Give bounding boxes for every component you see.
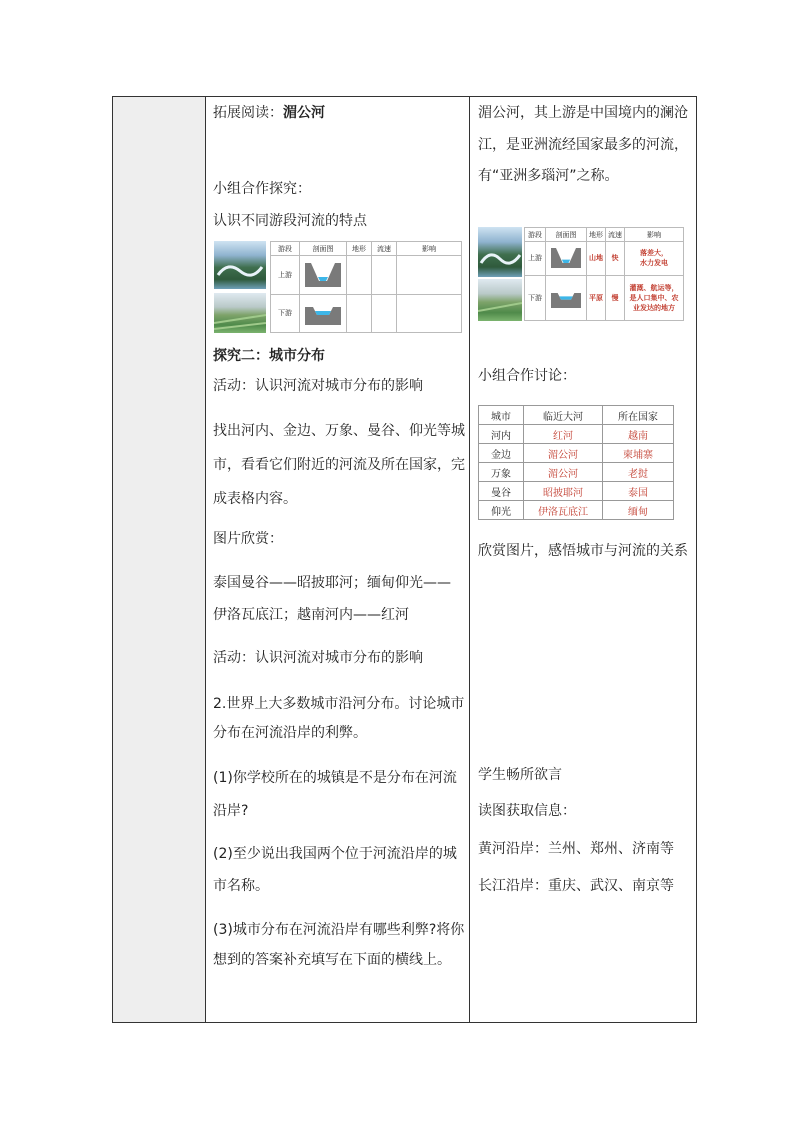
left-gray-column: [113, 97, 206, 1022]
upper-profile-diagram: [300, 256, 347, 295]
upper-river-photo: [214, 241, 266, 289]
lesson-table: [112, 96, 697, 1023]
answer-lower-stage: 下游: [525, 275, 546, 320]
extended-reading-prefix: 拓展阅读：: [213, 105, 283, 121]
country-cell: 缅甸: [603, 501, 674, 520]
city-cell: 万象: [479, 463, 524, 482]
question-a-line1: (1)你学校所在的城镇是不是分布在河流: [213, 770, 457, 786]
find-cities-line3: 成表格内容。: [213, 491, 297, 507]
teacher-activity-column: [206, 97, 470, 1022]
lower-river-photo-answer: [478, 279, 522, 321]
extended-reading-title: 湄公河: [283, 105, 325, 121]
answer-header-profile: 剖面图: [546, 228, 587, 242]
city-cell: 金边: [479, 444, 524, 463]
answer-upper-terrain: 山地: [587, 242, 606, 276]
answer-header-impact: 影响: [625, 228, 684, 242]
header-terrain: 地形: [347, 242, 372, 256]
question-b-line2: 市名称。: [213, 878, 269, 894]
answer-upper-speed: 快: [606, 242, 625, 276]
river-cell: 伊洛瓦底江: [524, 501, 603, 520]
question-a-line2: 沿岸?: [213, 803, 249, 819]
group-discussion-label: 小组合作讨论：: [478, 368, 576, 384]
country-cell: 柬埔寨: [603, 444, 674, 463]
group-inquiry-label: 小组合作探究：: [213, 181, 311, 197]
answer-header-terrain: 地形: [587, 228, 606, 242]
header-profile: 剖面图: [300, 242, 347, 256]
appreciate-relation: 欣赏图片，感悟城市与河流的关系: [478, 543, 688, 559]
upper-impact-blank: [397, 256, 462, 295]
student-activity-column: [470, 97, 696, 1022]
row-lower-stage: 下游: [271, 294, 300, 333]
lower-terrain-blank: [347, 294, 372, 333]
question-b-line1: (2)至少说出我国两个位于河流沿岸的城: [213, 846, 457, 862]
appreciate-label: 图片欣赏：: [213, 531, 283, 547]
answer-header-speed: 流速: [606, 228, 625, 242]
upper-river-photo-answer: [478, 227, 522, 277]
cities-rivers-line1: 泰国曼谷——昭披耶河；缅甸仰光——: [213, 575, 451, 591]
find-cities-line2: 市，看看它们附近的河流及所在国家，完: [213, 457, 465, 473]
mekong-desc-line1: 湄公河，其上游是中国境内的澜沧: [478, 105, 688, 121]
mekong-desc-line3: 有“亚洲多瑙河”之称。: [478, 168, 619, 184]
answer-header-stage: 游段: [525, 228, 546, 242]
city-cell: 河内: [479, 425, 524, 444]
header-stage: 游段: [271, 242, 300, 256]
answer-lower-impact: [625, 275, 684, 320]
lower-impact-blank: [397, 294, 462, 333]
header-speed: 流速: [372, 242, 397, 256]
city-cell: 曼谷: [479, 482, 524, 501]
answer-lower-impact-line2: 是人口集中、农: [629, 293, 679, 302]
river-cell: 湄公河: [524, 463, 603, 482]
answer-lower-speed: 慢: [606, 275, 625, 320]
answer-upper-impact: [625, 242, 684, 276]
country-cell: 泰国: [603, 482, 674, 501]
mekong-desc-line2: 江，是亚洲流经国家最多的河流，: [478, 137, 688, 153]
students-speak: 学生畅所欲言: [478, 767, 562, 783]
answer-lower-impact-line1: 灌溉、航运等，: [629, 283, 679, 292]
river-stage-table-blank: [270, 241, 462, 333]
country-cell: 越南: [603, 425, 674, 444]
question2-line1: 2.世界上大多数城市沿河分布。讨论城市: [213, 696, 465, 712]
yellow-river-cities: 黄河沿岸：兰州、郑州、济南等: [478, 841, 674, 857]
river-cell: 红河: [524, 425, 603, 444]
row-upper-stage: 上游: [271, 256, 300, 295]
header-impact: 影响: [397, 242, 462, 256]
river-cell: 昭披耶河: [524, 482, 603, 501]
answer-upper-stage: 上游: [525, 242, 546, 276]
answer-lower-terrain: 平原: [587, 275, 606, 320]
question-c-line1: (3)城市分布在河流沿岸有哪些利弊?将你: [213, 922, 465, 938]
country-header: 所在国家: [603, 406, 674, 425]
section2-title: 探究二：城市分布: [213, 348, 325, 364]
upper-terrain-blank: [347, 256, 372, 295]
answer-lower-impact-line3: 业发达的地方: [633, 303, 675, 312]
question2-line2: 分布在河流沿岸的利弊。: [213, 725, 367, 741]
answer-upper-profile: [546, 242, 587, 276]
river-header: 临近大河: [524, 406, 603, 425]
question-c-line2: 想到的答案补充填写在下面的横线上。: [213, 952, 451, 968]
river-stage-table-answer: [524, 227, 684, 321]
answer-upper-impact-line1: 落差大，: [640, 249, 668, 258]
answer-lower-profile: [546, 275, 587, 320]
river-cell: 湄公河: [524, 444, 603, 463]
extended-reading: [213, 103, 325, 123]
country-cell: 老挝: [603, 463, 674, 482]
lower-profile-diagram: [300, 294, 347, 333]
city-header: 城市: [479, 406, 524, 425]
activity2-text: 活动：认识河流对城市分布的影响: [213, 650, 423, 666]
lower-river-photo: [214, 293, 266, 333]
city-river-country-table: [478, 405, 674, 520]
upper-speed-blank: [372, 256, 397, 295]
find-cities-line1: 找出河内、金边、万象、曼谷、仰光等城: [213, 423, 465, 439]
cities-rivers-line2: 伊洛瓦底江；越南河内——红河: [213, 607, 409, 623]
activity1-text: 活动：认识河流对城市分布的影响: [213, 378, 423, 394]
answer-upper-impact-line2: 水力发电: [640, 259, 668, 268]
river-task: 认识不同游段河流的特点: [213, 213, 367, 229]
city-cell: 仰光: [479, 501, 524, 520]
lower-speed-blank: [372, 294, 397, 333]
yangtze-river-cities: 长江沿岸：重庆、武汉、南京等: [478, 878, 674, 894]
read-map-label: 读图获取信息：: [478, 803, 576, 819]
